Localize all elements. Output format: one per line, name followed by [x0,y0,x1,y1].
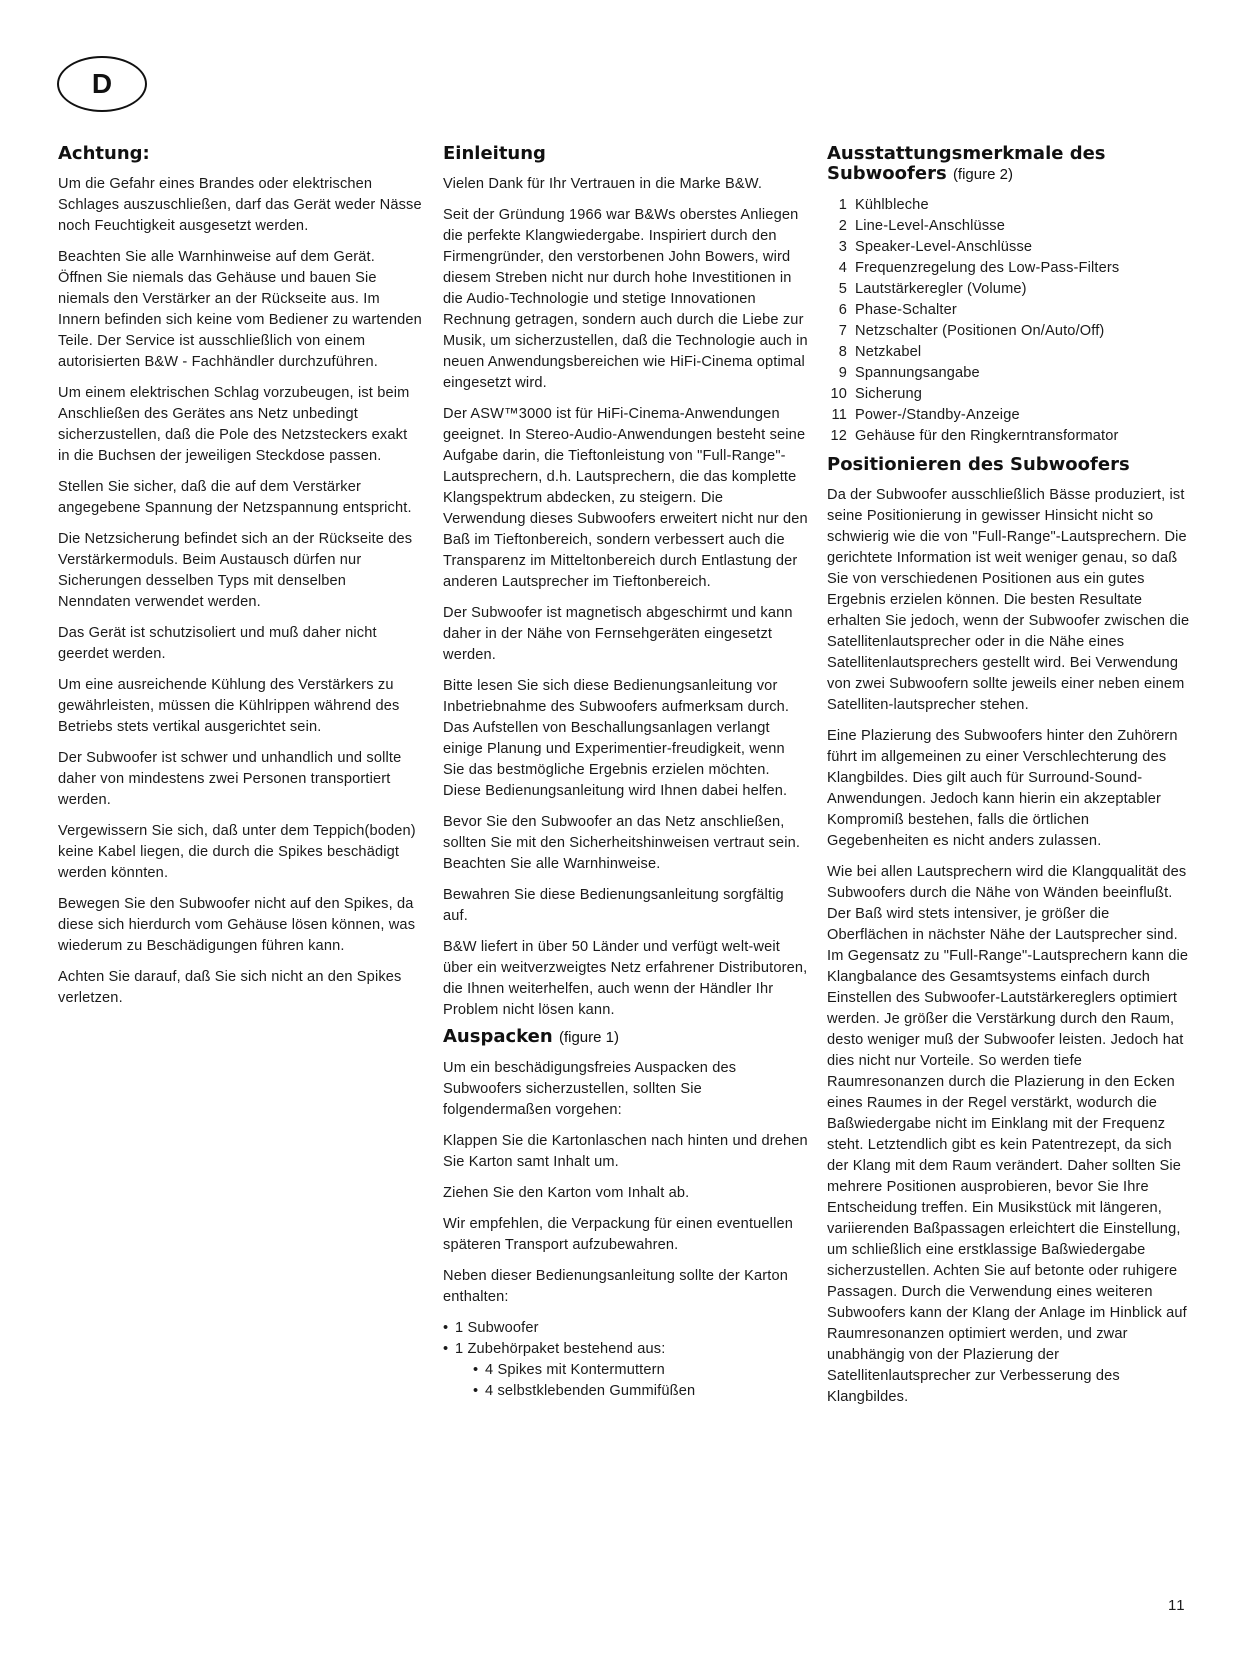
accessory-sublist [443,1360,808,1402]
feature-number: 11 [831,407,847,423]
feature-item [827,258,1192,279]
achtung-paragraph: Beachten Sie alle Warnhinweise auf dem Gerät. Öffnen Sie niemals das Gehäuse und bauen Sie niemals den Verstärker an der Rückseite aus. Im Innern befinden sich keine vom Bediener zu wartenden Teile. Der Service ist ausschließlich von einem autorisierten B&W - Fachhändler durchzuführen. [58,249,422,370]
feature-number: 3 [838,239,847,255]
achtung-paragraph: Um eine ausreichende Kühlung des Verstärkers zu gewährleisten, müssen die Kühlrippen während des Betriebs stets vertikal ausgerichtet sein. [58,677,400,735]
language-badge: D [57,56,147,112]
positionieren-heading: Positionieren des Subwoofers [827,454,1130,475]
auspacken-figure-ref: (figure 1) [558,1029,619,1046]
feature-number: 5 [838,281,847,297]
achtung-paragraph: Der Subwoofer ist schwer und unhandlich und sollte daher von mindestens zwei Personen transportiert werden. [58,750,402,808]
einleitung-paragraph: Bitte lesen Sie sich diese Bedienungsanleitung vor Inbetriebnahme des Subwoofers aufmerksam durch. Das Aufstellen von Beschallungsanlagen verlangt einige Planung und Experimentier-freudigkeit, wenn Sie das bestmögliche Ergebnis erzielen möchten. Diese Bedienungsanleitung wird Ihnen dabei helfen. [443,678,790,799]
feature-number: 12 [830,428,847,444]
feature-label: Speaker-Level-Anschlüsse [855,239,1033,255]
feature-item [827,300,1192,321]
page-number: 11 [1168,1597,1186,1614]
ausstattung-heading [827,144,1192,185]
achtung-paragraph: Bewegen Sie den Subwoofer nicht auf den Spikes, da diese sich hierdurch vom Gehäuse lösen können, was wiederum zu Beschädigungen führen kann. [58,896,416,954]
einleitung-paragraph: Bevor Sie den Subwoofer an das Netz anschließen, sollten Sie mit den Sicherheitshinweisen vertraut sein. Beachten Sie alle Warnhinweise. [443,814,801,872]
list-item-label: 1 Zubehörpaket bestehend aus: [455,1341,666,1357]
feature-item [827,405,1192,426]
positionieren-paragraph: Da der Subwoofer ausschließlich Bässe produziert, ist seine Positionierung in gewisser Hinsicht nicht so schwierig wie die von "Full-Range"-Lautsprechern. Die gerichtete Information ist weit weniger genau, so daß Sie von verschiedenen Positionen aus ein gutes Ergebnis erzielen können. Die besten Resultate erhalten Sie jedoch, wenn der Subwoofer zwischen die Satellitenlautsprecher oder in die Nähe eines Satellitenlautsprechers gestellt wird. Bei Verwendung von zwei Subwoofern sollte jeweils einer neben einem Satelliten-lautsprecher stehen. [827,487,1190,713]
achtung-paragraph: Um die Gefahr eines Brandes oder elektrischen Schlages auszuschließen, darf das Gerät weder Nässe noch Feuchtigkeit ausgesetzt werden. [58,176,422,234]
column-ausstattung [827,144,1192,1418]
feature-item [827,342,1192,363]
list-item [443,1318,808,1339]
feature-label: Frequenzregelung des Low-Pass-Filters [855,260,1120,276]
einleitung-heading: Einleitung [443,143,546,164]
achtung-paragraph: Um einem elektrischen Schlag vorzubeugen, ist beim Anschließen des Gerätes ans Netz unbedingt sicherzustellen, daß die Pole des Netzsteckers exakt in die Buchsen der jeweiligen Steckdose passen. [58,385,410,464]
einleitung-paragraph: Bewahren Sie diese Bedienungsanleitung sorgfältig auf. [443,887,784,924]
positionieren-paragraph: Wie bei allen Lautsprechern wird die Klangqualität des Subwoofers durch die Nähe von Wänden beeinflußt. Der Baß wird stets intensiver, je größer die Oberflächen in nächster Nähe der Lautsprecher sind. Im Gegensatz zu "Full-Range"-Lautsprechern kann die Klangbalance des Gesamtsystems einfach durch Einstellen des Subwoofer-Lautstärkereglers optimiert werden. Je größer die Verstärkung durch den Raum, desto weniger muß der Subwoofer leisten. Jedoch hat dies nicht nur Vorteile. So werden tiefe Raumresonanzen durch die Plazierung in den Ecken eines Raumes in der Regel verstärkt, wodurch die Baßwiedergabe nicht im Einklang mit der Frequenz steht. Letztendlich gibt es kein Patentrezept, da sich der Klang mit dem Raum verändert. Daher sollten Sie mehrere Positionen ausprobieren, bevor Sie Ihre Entscheidung treffen. Ein Musikstück mit längeren, variierenden Baßpassagen erleichtert die Einstellung, um schließlich eine erstklassige Baßwiedergabe sicherzustellen. Achten Sie auf betonte oder ruhigere Passagen. Durch die Verwendung eines weiteren Subwoofers kann der Klang der Anlage im Hinblick auf Raumresonanzen optimiert werden, und zwar unabhängig von der Plazierung der Satellitenlautsprecher zur Verbesserung des Klangbildes. [827,864,1189,1405]
feature-item [827,195,1192,216]
column-achtung [58,144,423,1019]
einleitung-paragraph: Vielen Dank für Ihr Vertrauen in die Marke B&W. [443,176,763,192]
feature-number: 1 [838,197,847,213]
bullet: • [473,1362,479,1378]
list-item-label: 4 Spikes mit Kontermuttern [485,1362,665,1378]
feature-label: Netzkabel [855,344,922,360]
features-list [827,195,1192,447]
feature-number: 2 [838,218,847,234]
einleitung-paragraph: Der ASW™3000 ist für HiFi-Cinema-Anwendungen geeignet. In Stereo-Audio-Anwendungen besteht seine Aufgabe darin, die Tieftonleistung von "Full-Range"-Lautsprechern, d.h. Lautsprechern, die das komplette Klangspektrum abdecken, zu steigern. Die Verwendung dieses Subwoofers erweitert nicht nur den Baß im Tieftonbereich, sondern verbessert auch die Transparenz im Mitteltonbereich durch Entlastung der anderen Lautsprecher im Tieftonbereich. [443,406,808,590]
feature-item [827,321,1192,342]
list-item [473,1360,808,1381]
auspacken-paragraph: Klappen Sie die Kartonlaschen nach hinten und drehen Sie Karton samt Inhalt um. [443,1133,808,1170]
feature-number: 8 [838,344,847,360]
feature-number: 6 [838,302,847,318]
feature-item [827,279,1192,300]
feature-item [827,363,1192,384]
positionieren-paragraph: Eine Plazierung des Subwoofers hinter den Zuhörern führt im allgemeinen zu einer Verschlechterung des Klangbildes. Dies gilt auch für Surround-Sound-Anwendungen. Jedoch kann hierin ein akzeptabler Kompromiß bestehen, falls die örtlichen Gegebenheiten es nicht anders zulassen. [827,728,1178,849]
feature-label: Phase-Schalter [855,302,957,318]
achtung-paragraph: Stellen Sie sicher, daß die auf dem Verstärker angegebene Spannung der Netzspannung entspricht. [58,479,412,516]
feature-item [827,426,1192,447]
list-item-label: 1 Subwoofer [455,1320,539,1336]
feature-number: 7 [838,323,847,339]
list-item [443,1339,808,1402]
feature-label: Lautstärkeregler (Volume) [855,281,1027,297]
feature-number: 4 [838,260,847,276]
achtung-paragraph: Vergewissern Sie sich, daß unter dem Teppich(boden) keine Kabel liegen, die durch die Spikes beschädigt werden könnten. [58,823,416,881]
feature-label: Gehäuse für den Ringkerntransformator [855,428,1119,444]
einleitung-paragraph: Seit der Gründung 1966 war B&Ws oberstes Anliegen die perfekte Klangwiedergabe. Inspiriert durch den Firmengründer, den verstorbenen John Bowers, wird diesem Streben nicht nur durch hohe Investitionen in die Audio-Technologie und stetige Innovationen Rechnung getragen, sondern auch durch die Liebe zur Musik, um sicherzustellen, daß die Technologie auch in neuen Anwendungsbereichen wie HiFi-Cinema optimal eingesetzt wird. [443,207,808,391]
auspacken-paragraph: Wir empfehlen, die Verpackung für einen eventuellen späteren Transport aufzubewahren. [443,1216,794,1253]
feature-label: Spannungsangabe [855,365,980,381]
einleitung-paragraph: B&W liefert in über 50 Länder und verfügt welt-weit über ein weitverzweigtes Netz erfahrener Distributoren, die Ihnen weiterhelfen, auch wenn der Händler Ihr Problem nicht lösen kann. [443,939,808,1018]
package-contents-list [443,1318,808,1402]
feature-label: Kühlbleche [855,197,929,213]
auspacken-paragraph: Um ein beschädigungsfreies Auspacken des Subwoofers sicherzustellen, sollten Sie folgendermaßen vorgehen: [443,1060,737,1118]
list-item [473,1381,808,1402]
achtung-paragraph: Achten Sie darauf, daß Sie sich nicht an den Spikes verletzen. [58,969,402,1006]
ausstattung-title: Ausstattungsmerkmale des Subwoofers [827,143,1106,184]
feature-label: Power-/Standby-Anzeige [855,407,1020,423]
bullet: • [443,1320,449,1336]
achtung-heading: Achtung: [58,143,150,164]
feature-number: 9 [838,365,847,381]
auspacken-title: Auspacken [443,1026,553,1047]
column-einleitung [443,144,808,1402]
achtung-paragraph: Die Netzsicherung befindet sich an der Rückseite des Verstärkermoduls. Beim Austausch dürfen nur Sicherungen desselben Typs mit denselben Nenndaten verwendet werden. [58,531,413,610]
feature-number: 10 [830,386,847,402]
bullet: • [443,1341,449,1357]
auspacken-paragraph: Neben dieser Bedienungsanleitung sollte der Karton enthalten: [443,1268,789,1305]
feature-label: Line-Level-Anschlüsse [855,218,1005,234]
auspacken-paragraph: Ziehen Sie den Karton vom Inhalt ab. [443,1185,690,1201]
feature-item [827,384,1192,405]
feature-label: Netzschalter (Positionen On/Auto/Off) [855,323,1105,339]
feature-item [827,216,1192,237]
einleitung-paragraph: Der Subwoofer ist magnetisch abgeschirmt und kann daher in der Nähe von Fernsehgeräten eingesetzt werden. [443,605,793,663]
ausstattung-figure-ref: (figure 2) [952,166,1013,183]
auspacken-heading [443,1027,808,1048]
bullet: • [473,1383,479,1399]
achtung-paragraph: Das Gerät ist schutzisoliert und muß daher nicht geerdet werden. [58,625,377,662]
feature-item [827,237,1192,258]
feature-label: Sicherung [855,386,923,402]
list-item-label: 4 selbstklebenden Gummifüßen [485,1383,696,1399]
